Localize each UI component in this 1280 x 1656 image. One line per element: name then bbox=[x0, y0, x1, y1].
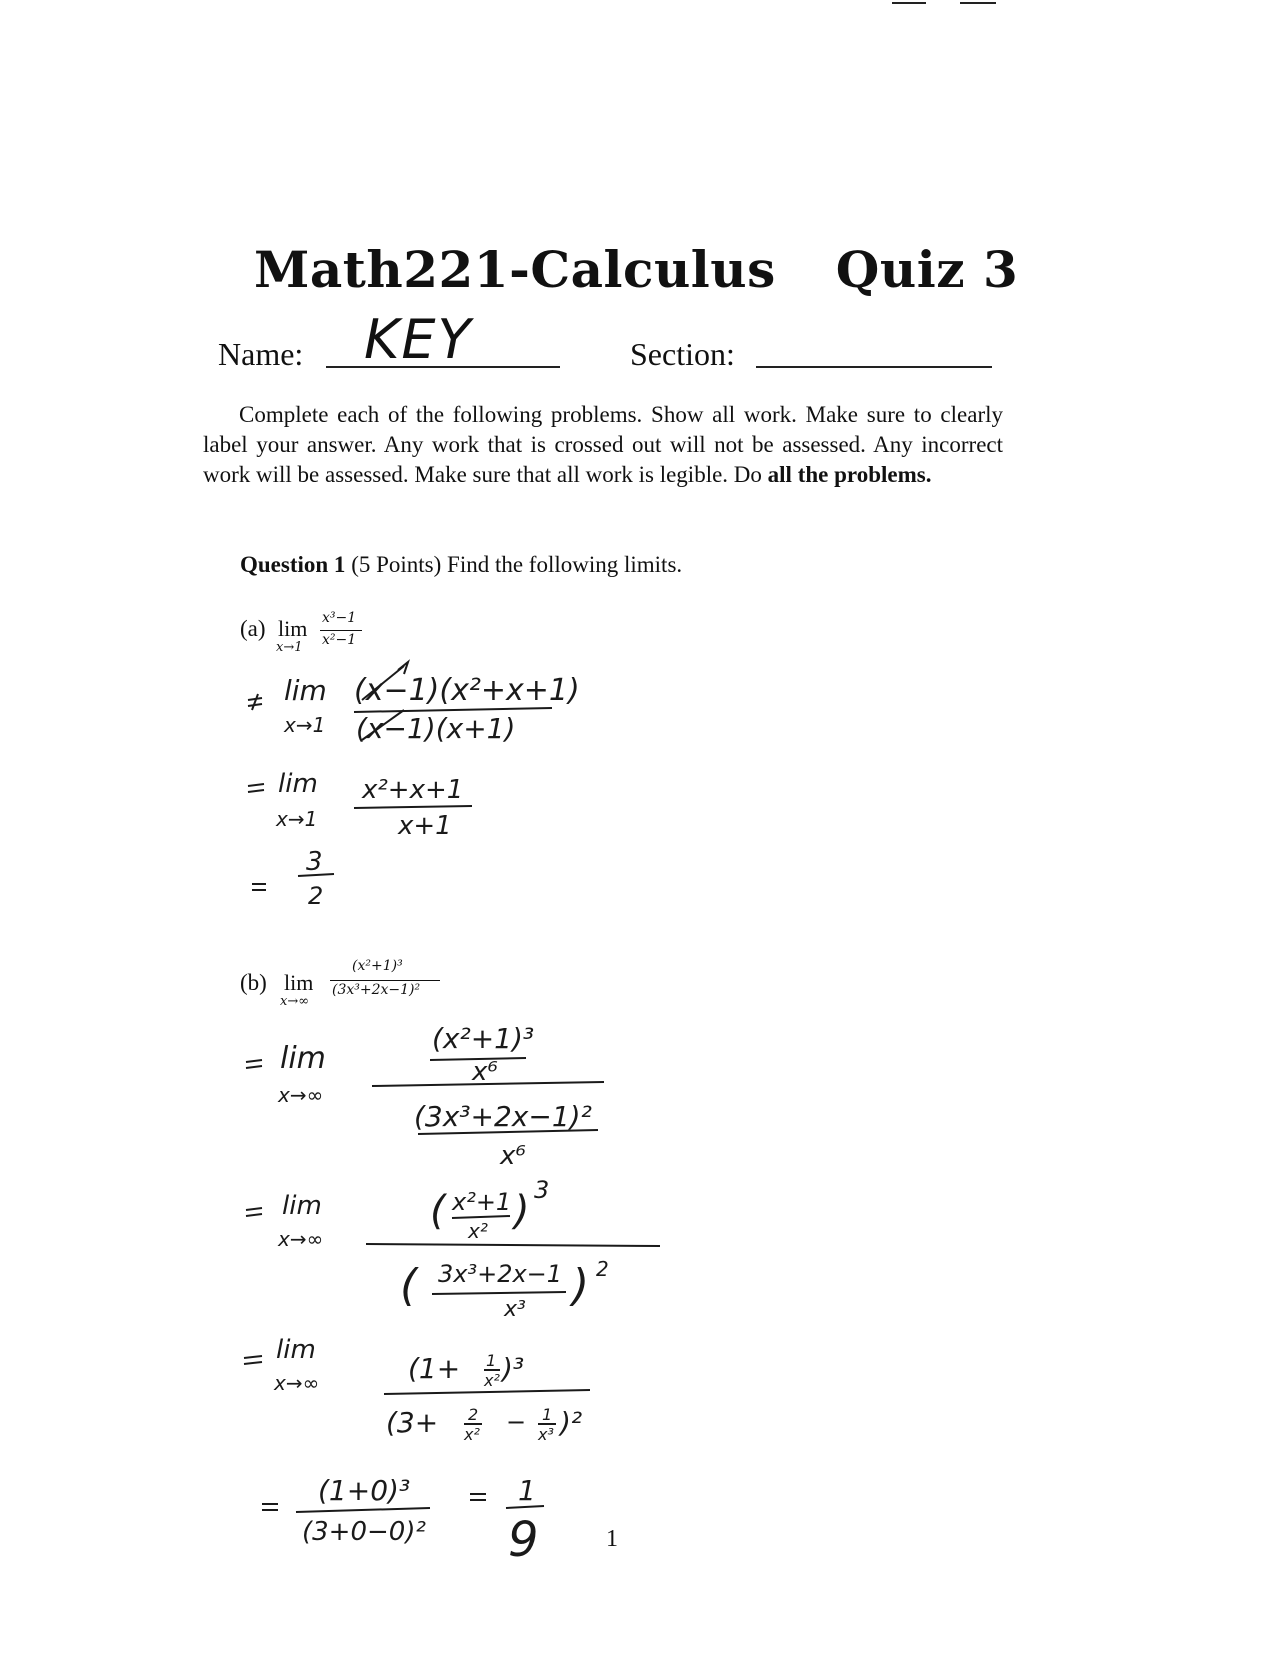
b-eq3 bbox=[244, 1356, 262, 1364]
b-s3-num-close: )³ bbox=[502, 1352, 525, 1385]
part-a-num: x³−1 bbox=[322, 610, 357, 626]
b-s3-lim: lim bbox=[276, 1335, 316, 1365]
b-s2-num-open: ( bbox=[430, 1188, 446, 1234]
part-a-lim: lim bbox=[278, 616, 308, 641]
a-eq2 bbox=[248, 784, 264, 792]
b-s2-num-top: x²+1 bbox=[452, 1188, 512, 1216]
a-answer-num: 3 bbox=[306, 847, 323, 877]
part-b-lim: lim bbox=[284, 970, 314, 995]
part-a-label: (a) bbox=[240, 616, 266, 641]
b-eq1 bbox=[246, 1060, 262, 1068]
b-s2-main-bar bbox=[366, 1244, 660, 1246]
a-answer-den: 2 bbox=[308, 882, 324, 910]
b-s1-lim: lim bbox=[280, 1041, 326, 1076]
question-1-label: Question 1 bbox=[240, 552, 346, 577]
b-eq4 bbox=[262, 1504, 278, 1510]
course-title: Math221-Calculus bbox=[254, 240, 776, 299]
b-s2-sub: x→∞ bbox=[278, 1227, 324, 1251]
instructions-text: Complete each of the following problems. Show all work. Make sure to clearly label your answer. Any work that is crossed out will not be assessed. Any incorrect work will be assessed. Make sure that all work is legible. Do bbox=[203, 402, 1003, 487]
b-s3-den-f1-bot: x² bbox=[464, 1425, 480, 1444]
a-s1-num: (x−1)(x²+x+1) bbox=[354, 673, 580, 708]
b-s2-den-open: ( bbox=[400, 1260, 418, 1311]
part-b-num: (x²+1)³ bbox=[352, 958, 403, 974]
b-eq5 bbox=[470, 1494, 486, 1500]
b-answer-num: 1 bbox=[518, 1474, 536, 1507]
b-s2-den-close: ) bbox=[572, 1260, 590, 1311]
b-s2-num-inner-bar bbox=[452, 1216, 510, 1218]
b-s3-den-f1-top: 2 bbox=[468, 1405, 479, 1424]
b-s2-den-inner-bar bbox=[432, 1292, 566, 1294]
b-s3-den-open: (3+ bbox=[386, 1406, 439, 1439]
a-s2-num: x²+x+1 bbox=[362, 775, 464, 805]
b-s1-sub: x→∞ bbox=[278, 1083, 324, 1107]
page-number: 1 bbox=[606, 1526, 618, 1552]
b-s3-sub: x→∞ bbox=[274, 1371, 320, 1395]
b-s3-num-frac-bot: x² bbox=[484, 1371, 500, 1390]
name-label: Name: bbox=[218, 336, 304, 372]
b-s4-num: (1+0)³ bbox=[318, 1474, 411, 1507]
b-s1-num-bot: x⁶ bbox=[472, 1057, 498, 1087]
b-s4-den: (3+0−0)² bbox=[302, 1517, 426, 1547]
b-s3-den-close: )² bbox=[560, 1406, 583, 1439]
b-s3-main-bar bbox=[384, 1390, 590, 1394]
name-value: KEY bbox=[364, 308, 473, 371]
a-s2-den: x+1 bbox=[398, 811, 452, 841]
approx-sign bbox=[248, 694, 262, 710]
b-eq2 bbox=[246, 1208, 262, 1216]
question-1-text: (5 Points) Find the following limits. bbox=[351, 552, 683, 577]
b-s2-num-close: ) bbox=[514, 1188, 530, 1234]
quiz-title: Quiz 3 bbox=[835, 240, 1019, 299]
section-label: Section: bbox=[630, 336, 735, 372]
part-b-den: (3x³+2x−1)² bbox=[332, 982, 421, 998]
b-s1-den-top: (3x³+2x−1)² bbox=[414, 1100, 592, 1133]
b-s1-den-bot: x⁶ bbox=[500, 1141, 526, 1171]
b-s3-num-frac-top: 1 bbox=[486, 1351, 497, 1370]
b-s3-den-f2-top: 1 bbox=[542, 1405, 553, 1424]
part-b-sub: x→∞ bbox=[280, 994, 310, 1009]
b-s2-num-exp: 3 bbox=[534, 1176, 550, 1204]
part-a-sub: x→1 bbox=[276, 640, 303, 655]
b-s3-num: (1+ bbox=[408, 1352, 461, 1385]
b-answer-den: 9 bbox=[508, 1512, 539, 1568]
b-s3-den-minus: − bbox=[506, 1408, 527, 1436]
part-a-den: x²−1 bbox=[322, 632, 357, 648]
a-step2-bar bbox=[354, 806, 472, 808]
b-s2-lim: lim bbox=[282, 1191, 322, 1221]
b-s2-den-exp: 2 bbox=[596, 1257, 609, 1281]
b-s2-num-bot: x² bbox=[468, 1219, 488, 1243]
a-s1-lim: lim bbox=[284, 674, 327, 707]
a-eq3 bbox=[252, 884, 266, 890]
instructions-bold: all the problems. bbox=[767, 462, 932, 487]
b-s2-den-top: 3x³+2x−1 bbox=[438, 1260, 563, 1288]
b-s1-num-top: (x²+1)³ bbox=[432, 1022, 535, 1055]
a-s1-sub: x→1 bbox=[284, 713, 326, 737]
b-s2-den-bot: x³ bbox=[504, 1297, 526, 1322]
b-s3-den-f2-bot: x³ bbox=[538, 1425, 554, 1444]
a-s1-den: (x−1)(x+1) bbox=[356, 712, 516, 745]
part-b-label: (b) bbox=[240, 970, 267, 995]
a-s2-sub: x→1 bbox=[276, 807, 318, 831]
a-s2-lim: lim bbox=[278, 769, 318, 799]
b-s4-bar bbox=[296, 1508, 430, 1512]
